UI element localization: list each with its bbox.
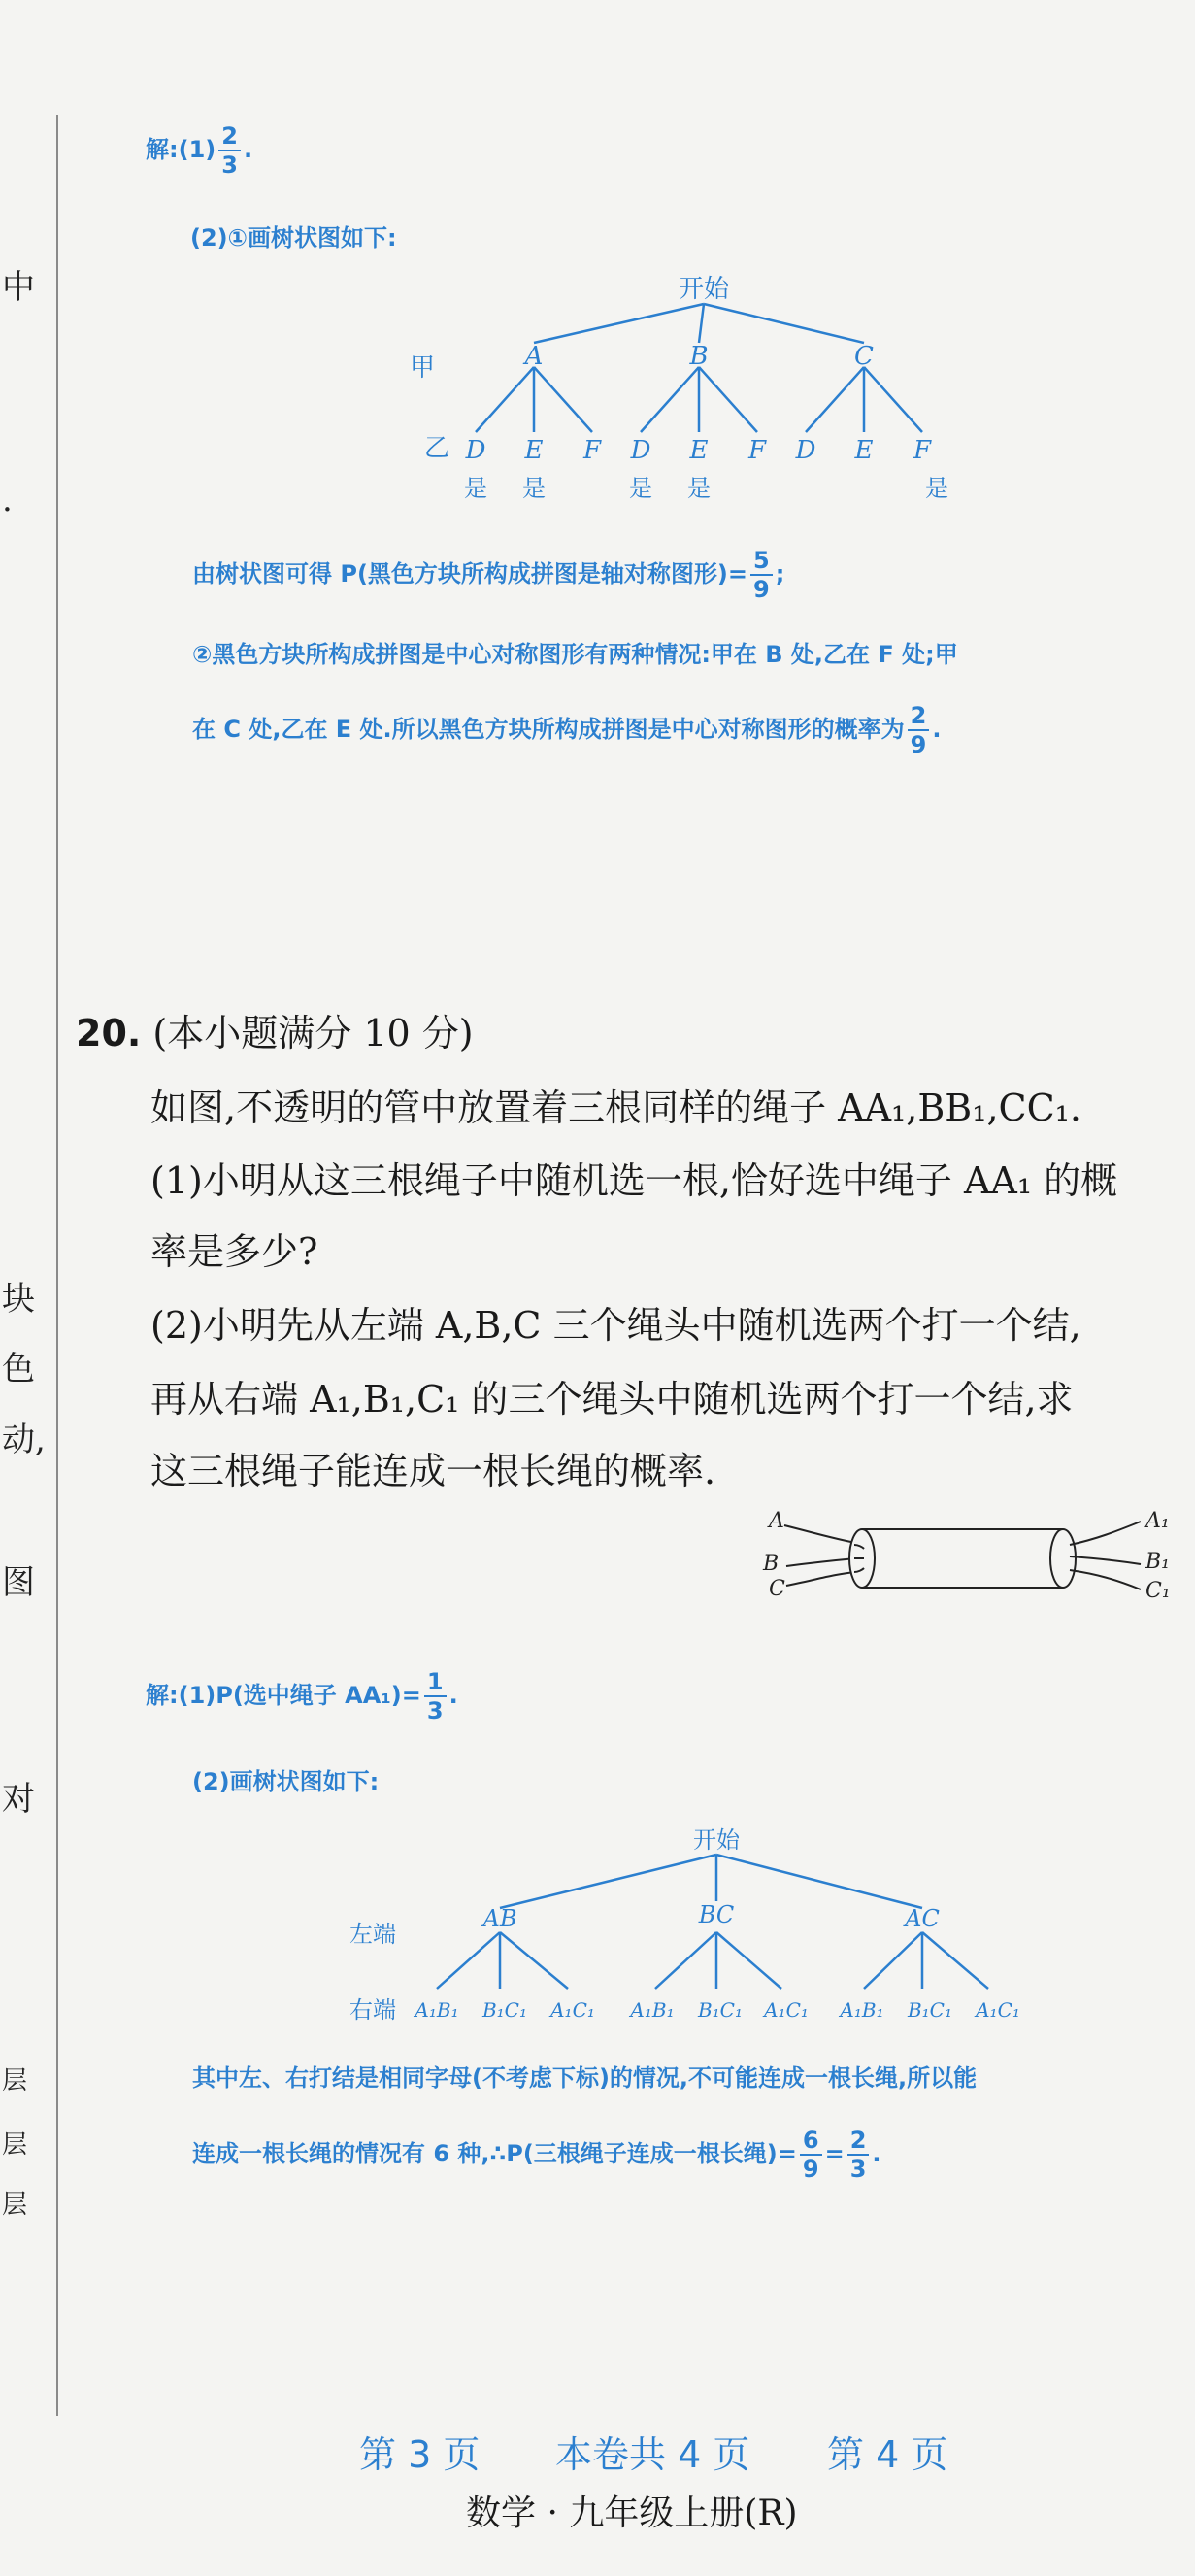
tree-leaf: D <box>465 436 486 465</box>
margin-char: 动, <box>2 1421 46 1459</box>
margin-char: 层 <box>2 2191 28 2220</box>
margin-char: 色 <box>2 1350 35 1388</box>
sol20-tree-diagram <box>340 1816 1039 2034</box>
sol20-part1: 解:(1)P(选中绳子 AA₁)= $\frac{1}{3}$ . <box>146 1668 458 1724</box>
footer-total-pages: 本卷共 4 页 <box>555 2433 750 2476</box>
tree-leaf: A₁B₁ <box>840 1998 884 2022</box>
tree-mark: 是 <box>522 475 546 502</box>
question-20-line: 率是多少? <box>150 1230 318 1273</box>
tree-leaf: D <box>630 436 651 465</box>
rope-label: A₁ <box>1145 1510 1170 1533</box>
tree-node: C <box>854 342 874 371</box>
tree-root: 开始 <box>678 275 730 304</box>
question-20-line: (1)小明从这三根绳子中随机选一根,恰好选中绳子 AA₁ 的概 <box>150 1159 1118 1202</box>
tree-leaf: B₁C₁ <box>481 1998 528 2022</box>
question-20-line: (2)小明先从左端 A,B,C 三个绳头中随机选两个打一个结, <box>150 1304 1081 1347</box>
question-20-header: 20. (本小题满分 10 分) <box>76 1012 474 1054</box>
tree-level-label: 右端 <box>349 1996 396 2024</box>
sol19-part1: 解:(1) $\frac{2}{3}$ . <box>146 122 253 179</box>
tree-level-label: 乙 <box>423 434 450 463</box>
margin-char: 层 <box>2 2066 28 2095</box>
sol20-line2: 连成一根长绳的情况有 6 种,∴P(三根绳子连成一根长绳)= $\frac{6}{9}$ = $\frac{2}{3}$ . <box>192 2126 881 2183</box>
tree-leaf: A₁B₁ <box>630 1998 675 2022</box>
tree-node: BC <box>698 1901 735 1928</box>
tree-mark: 是 <box>629 475 652 502</box>
tree-mark: 是 <box>464 475 487 502</box>
rope-label: C <box>769 1577 785 1601</box>
tree-level-label: 左端 <box>349 1921 396 1948</box>
tree-leaf: F <box>913 436 932 465</box>
tree-leaf: F <box>747 436 767 465</box>
margin-char: 中 <box>2 268 35 307</box>
sol20-part2-title: (2)画树状图如下: <box>192 1768 380 1795</box>
sol19-line2: ②黑色方块所构成拼图是中心对称图形有两种情况:甲在 B 处,乙在 F 处;甲 <box>192 641 958 668</box>
tree-mark: 是 <box>925 475 948 502</box>
margin-char: 层 <box>2 2130 28 2159</box>
tree-leaf: A₁C₁ <box>764 1998 809 2022</box>
rope-label: A <box>769 1510 784 1533</box>
margin-char: . <box>2 481 13 519</box>
tree-node: A <box>524 342 544 371</box>
sol19-part2-title: (2)①画树状图如下: <box>190 224 397 251</box>
tree-leaf: A₁C₁ <box>976 1998 1020 2022</box>
question-20-line: 这三根绳子能连成一根长绳的概率. <box>150 1450 716 1492</box>
tube-rope-figure <box>757 1510 1184 1617</box>
margin-char: 图 <box>2 1563 35 1602</box>
sol19-tree-diagram <box>408 267 990 510</box>
rope-label: C₁ <box>1145 1579 1171 1603</box>
tree-leaf: A₁C₁ <box>550 1998 595 2022</box>
footer-subject: 数学 · 九年级上册(R) <box>466 2493 798 2533</box>
tree-leaf: B₁C₁ <box>697 1998 744 2022</box>
margin-char: 块 <box>2 1280 35 1319</box>
question-20-line: 如图,不透明的管中放置着三根同样的绳子 AA₁,BB₁,CC₁. <box>150 1087 1081 1129</box>
tree-node: B <box>689 342 709 371</box>
tree-mark: 是 <box>687 475 711 502</box>
sol19-line1: 由树状图可得 P(黑色方块所构成拼图是轴对称图形)= $\frac{5}{9}$ ; <box>192 547 785 603</box>
tree-leaf: B₁C₁ <box>907 1998 953 2022</box>
tree-leaf: E <box>854 436 874 465</box>
footer-page-left: 第 3 页 <box>359 2433 481 2476</box>
tree-node: AB <box>482 1905 517 1932</box>
tree-root: 开始 <box>693 1826 740 1854</box>
question-20-line: 再从右端 A₁,B₁,C₁ 的三个绳头中随机选两个打一个结,求 <box>150 1378 1074 1421</box>
tree-leaf: E <box>689 436 709 465</box>
tree-node: AC <box>905 1905 940 1932</box>
tree-leaf: D <box>795 436 816 465</box>
binding-margin-line <box>56 115 58 2416</box>
margin-char: 对 <box>2 1780 35 1819</box>
tree-level-label: 甲 <box>409 353 436 383</box>
sol19-line3: 在 C 处,乙在 E 处.所以黑色方块所构成拼图是中心对称图形的概率为 $\frac{2}{9}$ . <box>192 702 942 758</box>
sol20-line1: 其中左、右打结是相同字母(不考虑下标)的情况,不可能连成一根长绳,所以能 <box>192 2064 978 2091</box>
tree-leaf: F <box>582 436 602 465</box>
rope-label: B₁ <box>1145 1550 1170 1574</box>
tree-leaf: A₁B₁ <box>415 1998 459 2022</box>
tree-leaf: E <box>524 436 544 465</box>
rope-label: B <box>763 1552 780 1576</box>
footer-page-right: 第 4 页 <box>827 2433 948 2476</box>
